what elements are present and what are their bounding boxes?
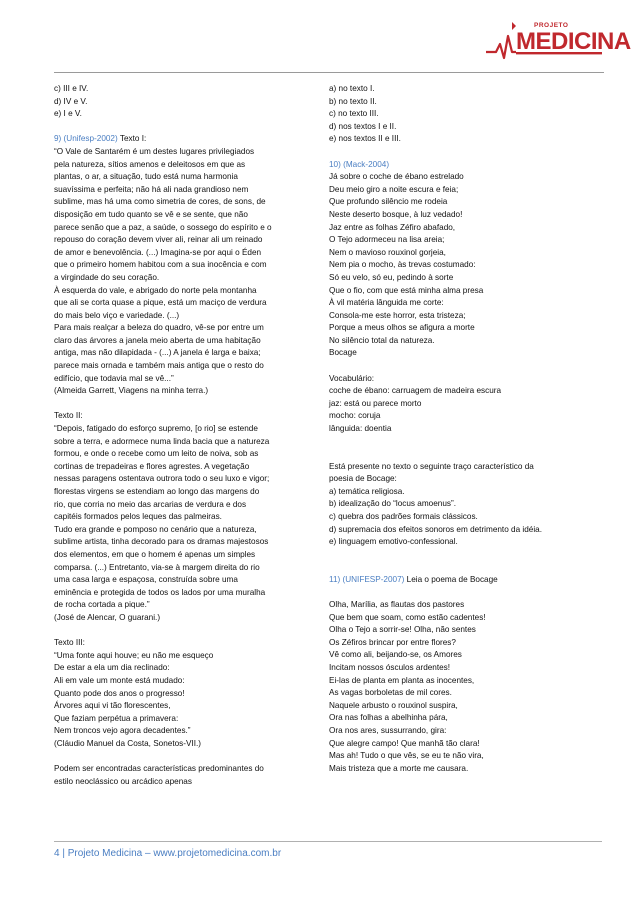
poem-line: Os Zéfiros brincar por entre flores?	[329, 637, 456, 647]
poem-line: De estar a ela um dia reclinado:	[54, 663, 170, 673]
page-footer: 4 | Projeto Medicina – www.projetomedicina.com.br	[54, 848, 282, 859]
text-line: florestas virgens se estendiam ao longo das margens do	[54, 487, 260, 496]
stem-line: Está presente no texto o seguinte traço característico da	[329, 461, 534, 471]
poem-line: “Uma fonte aqui houve; eu não me esqueço	[54, 650, 214, 660]
poem-line: Consola-me este horror, esta tristeza;	[329, 310, 466, 320]
poem-line: Ora nos ares, sussurrando, gira:	[329, 725, 447, 735]
question-9-label: 9) (Unifesp-2002)	[54, 134, 118, 144]
poem-line: Nem troncos vejo agora decadentes.”	[54, 726, 191, 736]
text-line: nessas paragens ostentava outrora todo o seu luxo e vigor;	[54, 474, 270, 484]
option-line: b) idealização do “locus amoenus”.	[329, 499, 456, 509]
vocabulary-list	[329, 385, 599, 435]
poem-line: Mais tristeza que a morte me causara.	[329, 763, 469, 773]
footer-divider	[54, 841, 602, 842]
text-line: comparsa. (...) Entretanto, via-se à margem direita do rio	[54, 562, 260, 572]
poem-line: No silêncio total da natureza.	[329, 335, 435, 345]
text-line: de amor e benevolência. (...) Imagina-se por aqui o Éden	[54, 247, 262, 257]
poem-line: Ei-las de planta em planta as inocentes,	[329, 675, 475, 685]
projeto-medicina-logo	[486, 16, 631, 60]
question-9-header	[54, 133, 309, 146]
poem-line: Olha, Marília, as flautas dos pastores	[329, 599, 465, 609]
text-line: que ali se corta quase a pique, está um maciço de verdura	[54, 298, 267, 308]
question-11-header	[329, 574, 599, 587]
text-line: claro das árvores a janela meio aberta de uma habitação	[54, 335, 261, 345]
option-line: a) temática religiosa.	[329, 486, 405, 496]
poem-line: Olha o Tejo a sorrir-se! Olha, não sentes	[329, 625, 476, 635]
text-line: Para mais realçar a beleza do quadro, vê-se por entre um	[54, 323, 264, 333]
text-2-title: Texto II:	[54, 411, 83, 421]
poem-bocage-2	[329, 599, 599, 775]
question-11-intro: Leia o poema de Bocage	[404, 574, 498, 584]
poem-line: Naquele arbusto o rouxinol suspira,	[329, 700, 458, 710]
text-line: que o primeiro homem habitou com a sua inocência e com	[54, 260, 267, 270]
poem-bocage-1	[329, 171, 599, 360]
logo-text-projeto: PROJETO	[534, 22, 569, 29]
text-line: de rocha cortada a pique.”	[54, 600, 150, 610]
text-line: suavíssima e perfeita; não há ali nada grandioso nem	[54, 184, 249, 194]
text-line: sublime artista, tinha decorado para os dramas majestosos	[54, 537, 269, 547]
stem-line: poesia de Bocage:	[329, 474, 397, 484]
poem-line: Que profundo silêncio me rodeia	[329, 197, 448, 207]
question-9-intro: Texto I:	[117, 134, 147, 144]
text-line: edifício, que todavia mal se vê...”	[54, 373, 174, 383]
vocabulary-entry: coche de ébano: carruagem de madeira escura	[329, 386, 502, 396]
left-column	[54, 83, 309, 788]
text-line: repouso do coração devem viver ali, reinar ali um reinado	[54, 235, 263, 245]
text-line: eminência e protegida de todos os lados por uma muralha	[54, 587, 266, 597]
text-line: capitéis formados pelos leques das palmeiras.	[54, 512, 222, 522]
poem-line: Bocage	[329, 348, 357, 358]
text-line: cortinas de trepadeiras e flores agrestes. A vegetação	[54, 461, 250, 471]
question-10-header	[329, 159, 599, 172]
vocabulary-entry: mocho: coruja	[329, 411, 381, 421]
poem-line: Mas ah! Tudo o que vês, se eu te não vira,	[329, 751, 484, 761]
stem-line: estilo neoclássico ou arcádico apenas	[54, 776, 192, 786]
text-line: disposição em tudo quanto se vê e se sente, que não	[54, 209, 248, 219]
text-line: pela natureza, sítios amenos e deleitosos em que as	[54, 159, 246, 169]
header-divider	[54, 72, 604, 73]
question-10-stem	[329, 461, 599, 486]
poem-line: As vagas borboletas de mil cores.	[329, 688, 452, 698]
option-line: c) no texto III.	[329, 109, 379, 119]
text-line: formou, e onde o recebe como um leito de noiva, sob as	[54, 449, 259, 459]
right-column	[329, 83, 599, 775]
option-line: c) quebra dos padrões formais clássicos.	[329, 512, 478, 521]
poem-line: Incitam nossos ósculos ardentes!	[329, 662, 451, 672]
text-1-garrett	[54, 146, 309, 398]
poem-line: Quanto pode dos anos o progresso!	[54, 688, 185, 698]
question-11-label: 11) (UNIFESP-2007)	[329, 574, 405, 584]
text-line: sobre a terra, e adormece numa linda bacia que a natureza	[54, 436, 270, 446]
logo-text-medicina: MEDICINA	[516, 28, 631, 55]
question-9-stem	[54, 763, 309, 788]
question-8-option-e: e) I e V.	[54, 109, 82, 119]
text-3-title: Texto III:	[54, 638, 85, 648]
poem-line: Que o fio, com que está minha alma presa	[329, 285, 484, 295]
text-line: rio, que corria no meio das arcarias de verdura e dos	[54, 499, 247, 509]
question-10-label: 10) (Mack-2004)	[329, 159, 390, 169]
text-line: parece senão que a paz, a saúde, o sossego do espírito e o	[54, 222, 272, 232]
poem-line: Vê como ali, beijando-se, os Amores	[329, 650, 462, 660]
poem-line: Ali em vale um monte está mudado:	[54, 675, 185, 685]
text-3-claudio	[54, 650, 309, 751]
question-8-option-d: d) IV e V.	[54, 96, 88, 106]
poem-line: Neste deserto bosque, à luz vedado!	[329, 209, 463, 219]
option-line: b) no texto II.	[329, 96, 377, 106]
text-2-alencar	[54, 423, 309, 625]
text-line: do mais belo viço e variedade. (...)	[54, 310, 180, 320]
option-line: e) nos textos II e III.	[329, 134, 401, 144]
text-line: (José de Alencar, O guarani.)	[54, 612, 161, 622]
vocabulary-title: Vocabulário:	[329, 373, 375, 383]
question-8-option-c: c) III e IV.	[54, 84, 89, 93]
text-line: sublime, mas há uma como simetria de cores, de sons, de	[54, 197, 266, 207]
poem-line: Nem pia o mocho, às trevas costumado:	[329, 260, 476, 270]
poem-line: Só eu velo, só eu, pedindo à sorte	[329, 272, 454, 282]
text-line: “O Vale de Santarém é um destes lugares privilegiados	[54, 146, 255, 156]
option-line: e) linguagem emotivo-confessional.	[329, 537, 458, 547]
question-9-options	[329, 83, 599, 146]
poem-line: Árvores aqui vi tão florescentes,	[54, 701, 171, 711]
text-line: parece mais ornada e também mais antiga que o resto do	[54, 361, 264, 371]
text-line: (Almeida Garrett, Viagens na minha terra.)	[54, 386, 209, 396]
option-line: d) supremacia dos efeitos sonoros em detrimento da idéia.	[329, 524, 542, 534]
text-line: À esquerda do vale, e abrigado do norte pela montanha	[54, 285, 257, 295]
text-line: uma casa larga e espaçosa, construída sobre uma	[54, 575, 238, 585]
poem-line: Ora nas folhas a abelhinha pára,	[329, 713, 448, 723]
poem-line: À vil matéria lânguida me corte:	[329, 298, 444, 308]
option-line: a) no texto I.	[329, 84, 375, 93]
vocabulary-entry: lânguida: doentia	[329, 424, 392, 434]
option-line: d) nos textos I e II.	[329, 121, 397, 131]
poem-line: Que faziam perpétua a primavera:	[54, 713, 179, 723]
poem-line: Deu meio giro a noite escura e feia;	[329, 184, 459, 194]
poem-line: Que alegre campo! Que manhã tão clara!	[329, 738, 480, 748]
poem-line: O Tejo adormeceu na lisa areia;	[329, 235, 445, 245]
text-line: antiga, mas não dilapidada - (...) A janela é larga e baixa;	[54, 348, 261, 358]
text-line: dos elementos, em que o homem é apenas um simples	[54, 549, 256, 559]
poem-line: Que bem que soam, como estão cadentes!	[329, 612, 486, 622]
text-line: “Depois, fatigado do esforço supremo, [o rio] se estende	[54, 424, 258, 434]
text-line: Tudo era grande e pomposo no cenário que a natureza,	[54, 524, 257, 534]
poem-line: Nem o mavioso rouxinol gorjeia,	[329, 247, 446, 257]
poem-line: (Cláudio Manuel da Costa, Sonetos-VII.)	[54, 738, 201, 748]
text-line: plantas, o ar, a situação, tudo está numa harmonia	[54, 172, 238, 182]
poem-line: Jaz entre as folhas Zéfiro abafado,	[329, 222, 456, 232]
vocabulary-entry: jaz: está ou parece morto	[329, 398, 422, 408]
text-line: a virgindade do seu coração.	[54, 272, 160, 282]
poem-line: Já sobre o coche de ébano estrelado	[329, 172, 464, 182]
question-10-options	[329, 486, 599, 549]
stem-line: Podem ser encontradas características predominantes do	[54, 764, 264, 774]
poem-line: Porque a meus olhos se afigura a morte	[329, 323, 475, 333]
